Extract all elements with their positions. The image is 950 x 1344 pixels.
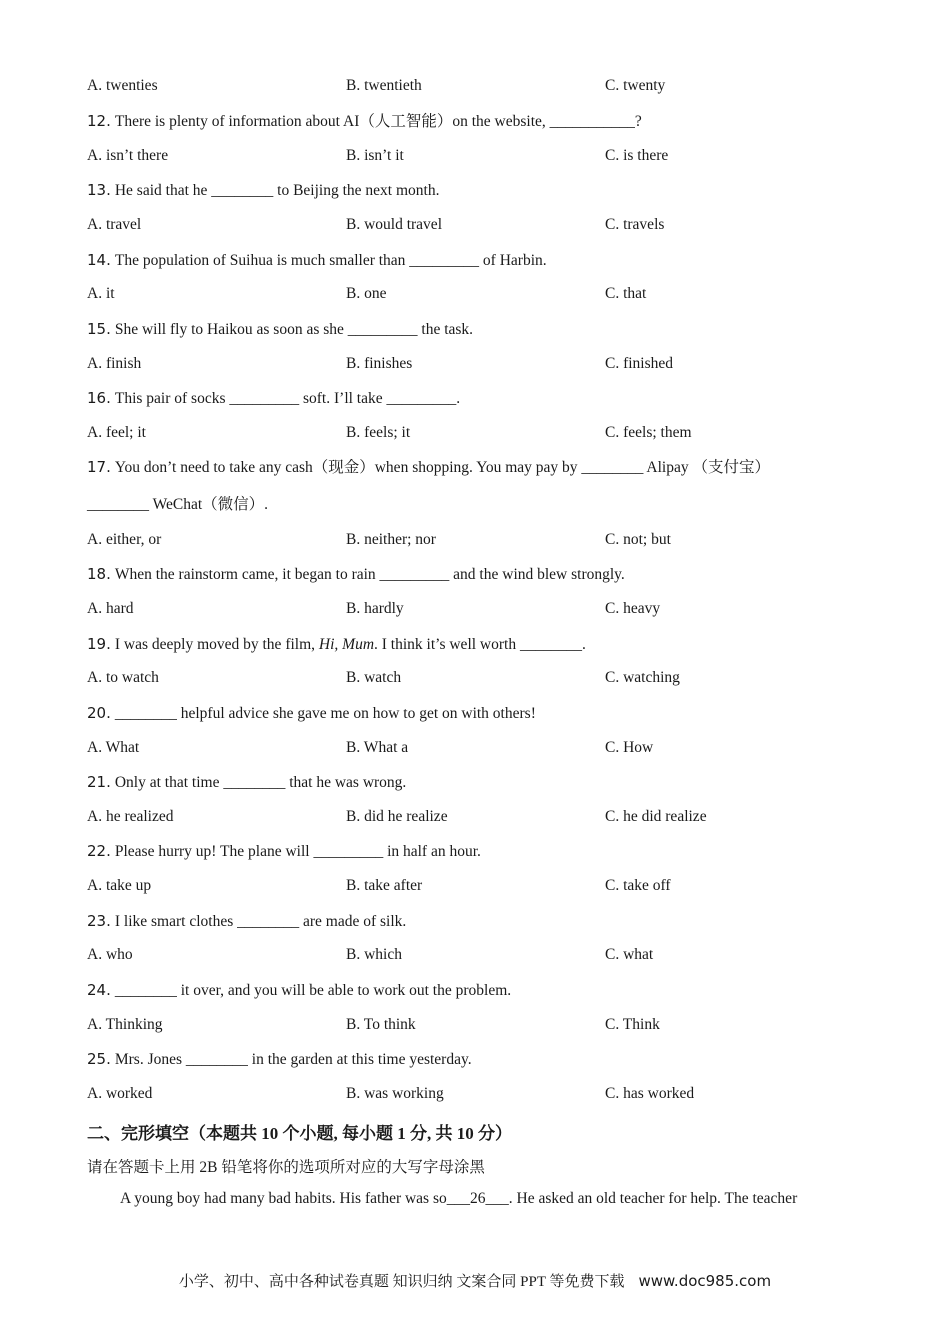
option-c: C. finished: [605, 355, 674, 372]
question-stem: I like smart clothes ________ are made of silk.: [114, 913, 407, 930]
question-stem: She will fly to Haikou as soon as she _________ the task.: [114, 321, 474, 338]
options-row-25: [87, 1084, 887, 1104]
question-number: 22.: [87, 842, 111, 860]
options-row-24: [87, 1015, 887, 1035]
question-stem: There is plenty of information about AI（人工智能）on the website, ___________?: [114, 113, 642, 130]
section-title: 二、完形填空（本题共 10 个小题, 每小题 1 分, 共 10 分）: [87, 1124, 512, 1143]
option-b: B. take after: [346, 877, 423, 894]
option-a: A. What: [87, 739, 140, 756]
option-c: C. Think: [605, 1016, 660, 1033]
question-24: [87, 980, 511, 1001]
option-a: A. to watch: [87, 669, 159, 686]
option-b: B. which: [346, 946, 402, 963]
question-12: [87, 111, 642, 132]
option-c: C. feels; them: [605, 424, 692, 441]
option-c: C. he did realize: [605, 808, 707, 825]
options-row-12: [87, 146, 887, 166]
question-number: 15.: [87, 320, 111, 338]
option-c: C. not; but: [605, 531, 671, 548]
footer-text: 小学、初中、高中各种试卷真题 知识归纳 文案合同 PPT 等免费下载: [178, 1274, 625, 1290]
option-c: C. is there: [605, 147, 669, 164]
passage-text-post: . He asked an old teacher for help. The teacher: [508, 1190, 798, 1207]
film-title: Hi, Mum: [318, 636, 375, 653]
option-c: C. How: [605, 739, 654, 756]
question-stem-continued: ________ WeChat（微信）.: [87, 496, 269, 513]
question-number: 16.: [87, 389, 111, 407]
option-a: A. twenties: [87, 77, 158, 94]
option-b: B. feels; it: [346, 424, 411, 441]
question-16: [87, 388, 460, 409]
question-stem: ________ it over, and you will be able to work out the problem.: [114, 982, 512, 999]
options-row-23: [87, 945, 887, 965]
option-b: B. was working: [346, 1085, 444, 1102]
question-21: [87, 772, 406, 793]
question-stem: ________ helpful advice she gave me on how to get on with others!: [114, 705, 536, 722]
question-14: [87, 250, 547, 271]
passage-text-pre: A young boy had many bad habits. His father was so: [120, 1190, 447, 1207]
question-19: [87, 634, 586, 655]
options-row-17: [87, 530, 887, 550]
question-number: 23.: [87, 912, 111, 930]
question-13: [87, 180, 439, 201]
options-row-11: [87, 76, 887, 96]
option-c: C. travels: [605, 216, 665, 233]
option-a: A. isn’t there: [87, 147, 169, 164]
question-stem: The population of Suihua is much smaller than _________ of Harbin.: [114, 252, 547, 269]
question-stem: You don’t need to take any cash（现金）when shopping. You may pay by ________ Alipay （支付宝）: [114, 459, 770, 476]
option-c: C. take off: [605, 877, 671, 894]
option-a: A. he realized: [87, 808, 174, 825]
question-20: [87, 703, 536, 724]
question-stem: Only at that time ________ that he was wrong.: [114, 774, 407, 791]
option-a: A. take up: [87, 877, 152, 894]
question-number: 17.: [87, 458, 111, 476]
question-number: 19.: [87, 635, 111, 653]
option-b: B. hardly: [346, 600, 404, 617]
question-number: 18.: [87, 565, 111, 583]
option-a: A. who: [87, 946, 133, 963]
option-b: B. watch: [346, 669, 402, 686]
option-a: A. Thinking: [87, 1016, 163, 1033]
options-row-16: [87, 423, 887, 443]
options-row-20: [87, 738, 887, 758]
footer-website: www.doc985.com: [638, 1272, 772, 1290]
option-c: C. what: [605, 946, 654, 963]
question-number: 25.: [87, 1050, 111, 1068]
options-row-14: [87, 284, 887, 304]
question-17: [87, 457, 770, 478]
option-b: B. did he realize: [346, 808, 448, 825]
option-b: B. would travel: [346, 216, 442, 233]
question-stem: This pair of socks _________ soft. I’ll take _________.: [114, 390, 461, 407]
option-b: B. To think: [346, 1016, 416, 1033]
option-c: C. heavy: [605, 600, 661, 617]
question-stem-post: . I think it’s well worth ________.: [374, 636, 586, 653]
question-number: 13.: [87, 181, 111, 199]
question-number: 21.: [87, 773, 111, 791]
options-row-22: [87, 876, 887, 896]
option-a: A. finish: [87, 355, 142, 372]
options-row-19: [87, 668, 887, 688]
question-22: [87, 841, 481, 862]
options-row-13: [87, 215, 887, 235]
option-b: B. What a: [346, 739, 409, 756]
option-c: C. watching: [605, 669, 680, 686]
options-row-15: [87, 354, 887, 374]
question-stem: When the rainstorm came, it began to rain _________ and the wind blew strongly.: [114, 566, 625, 583]
option-a: A. travel: [87, 216, 142, 233]
passage-first-line: [120, 1190, 797, 1208]
question-stem-pre: I was deeply moved by the film,: [114, 636, 319, 653]
option-c: C. that: [605, 285, 647, 302]
question-number: 12.: [87, 112, 111, 130]
option-a: A. worked: [87, 1085, 153, 1102]
option-c: C. has worked: [605, 1085, 695, 1102]
question-number: 14.: [87, 251, 111, 269]
question-number: 24.: [87, 981, 111, 999]
option-b: B. twentieth: [346, 77, 422, 94]
question-number: 20.: [87, 704, 111, 722]
question-stem: Mrs. Jones ________ in the garden at this time yesterday.: [114, 1051, 472, 1068]
option-a: A. hard: [87, 600, 134, 617]
question-17-continued: [87, 495, 268, 515]
option-b: B. finishes: [346, 355, 413, 372]
option-b: B. neither; nor: [346, 531, 436, 548]
option-b: B. isn’t it: [346, 147, 404, 164]
option-a: A. feel; it: [87, 424, 146, 441]
option-a: A. either, or: [87, 531, 162, 548]
option-c: C. twenty: [605, 77, 666, 94]
question-23: [87, 911, 406, 932]
question-25: [87, 1049, 472, 1070]
question-15: [87, 319, 473, 340]
options-row-21: [87, 807, 887, 827]
page-footer: [0, 1270, 950, 1291]
section-instruction: 请在答题卡上用 2B 铅笔将你的选项所对应的大写字母涂黑: [87, 1159, 485, 1176]
option-a: A. it: [87, 285, 115, 302]
question-18: [87, 564, 625, 585]
question-stem: He said that he ________ to Beijing the next month.: [114, 182, 440, 199]
options-row-18: [87, 599, 887, 619]
passage-blank-26: ___26___: [446, 1190, 509, 1207]
option-b: B. one: [346, 285, 387, 302]
question-stem: Please hurry up! The plane will _________ in half an hour.: [114, 843, 481, 860]
